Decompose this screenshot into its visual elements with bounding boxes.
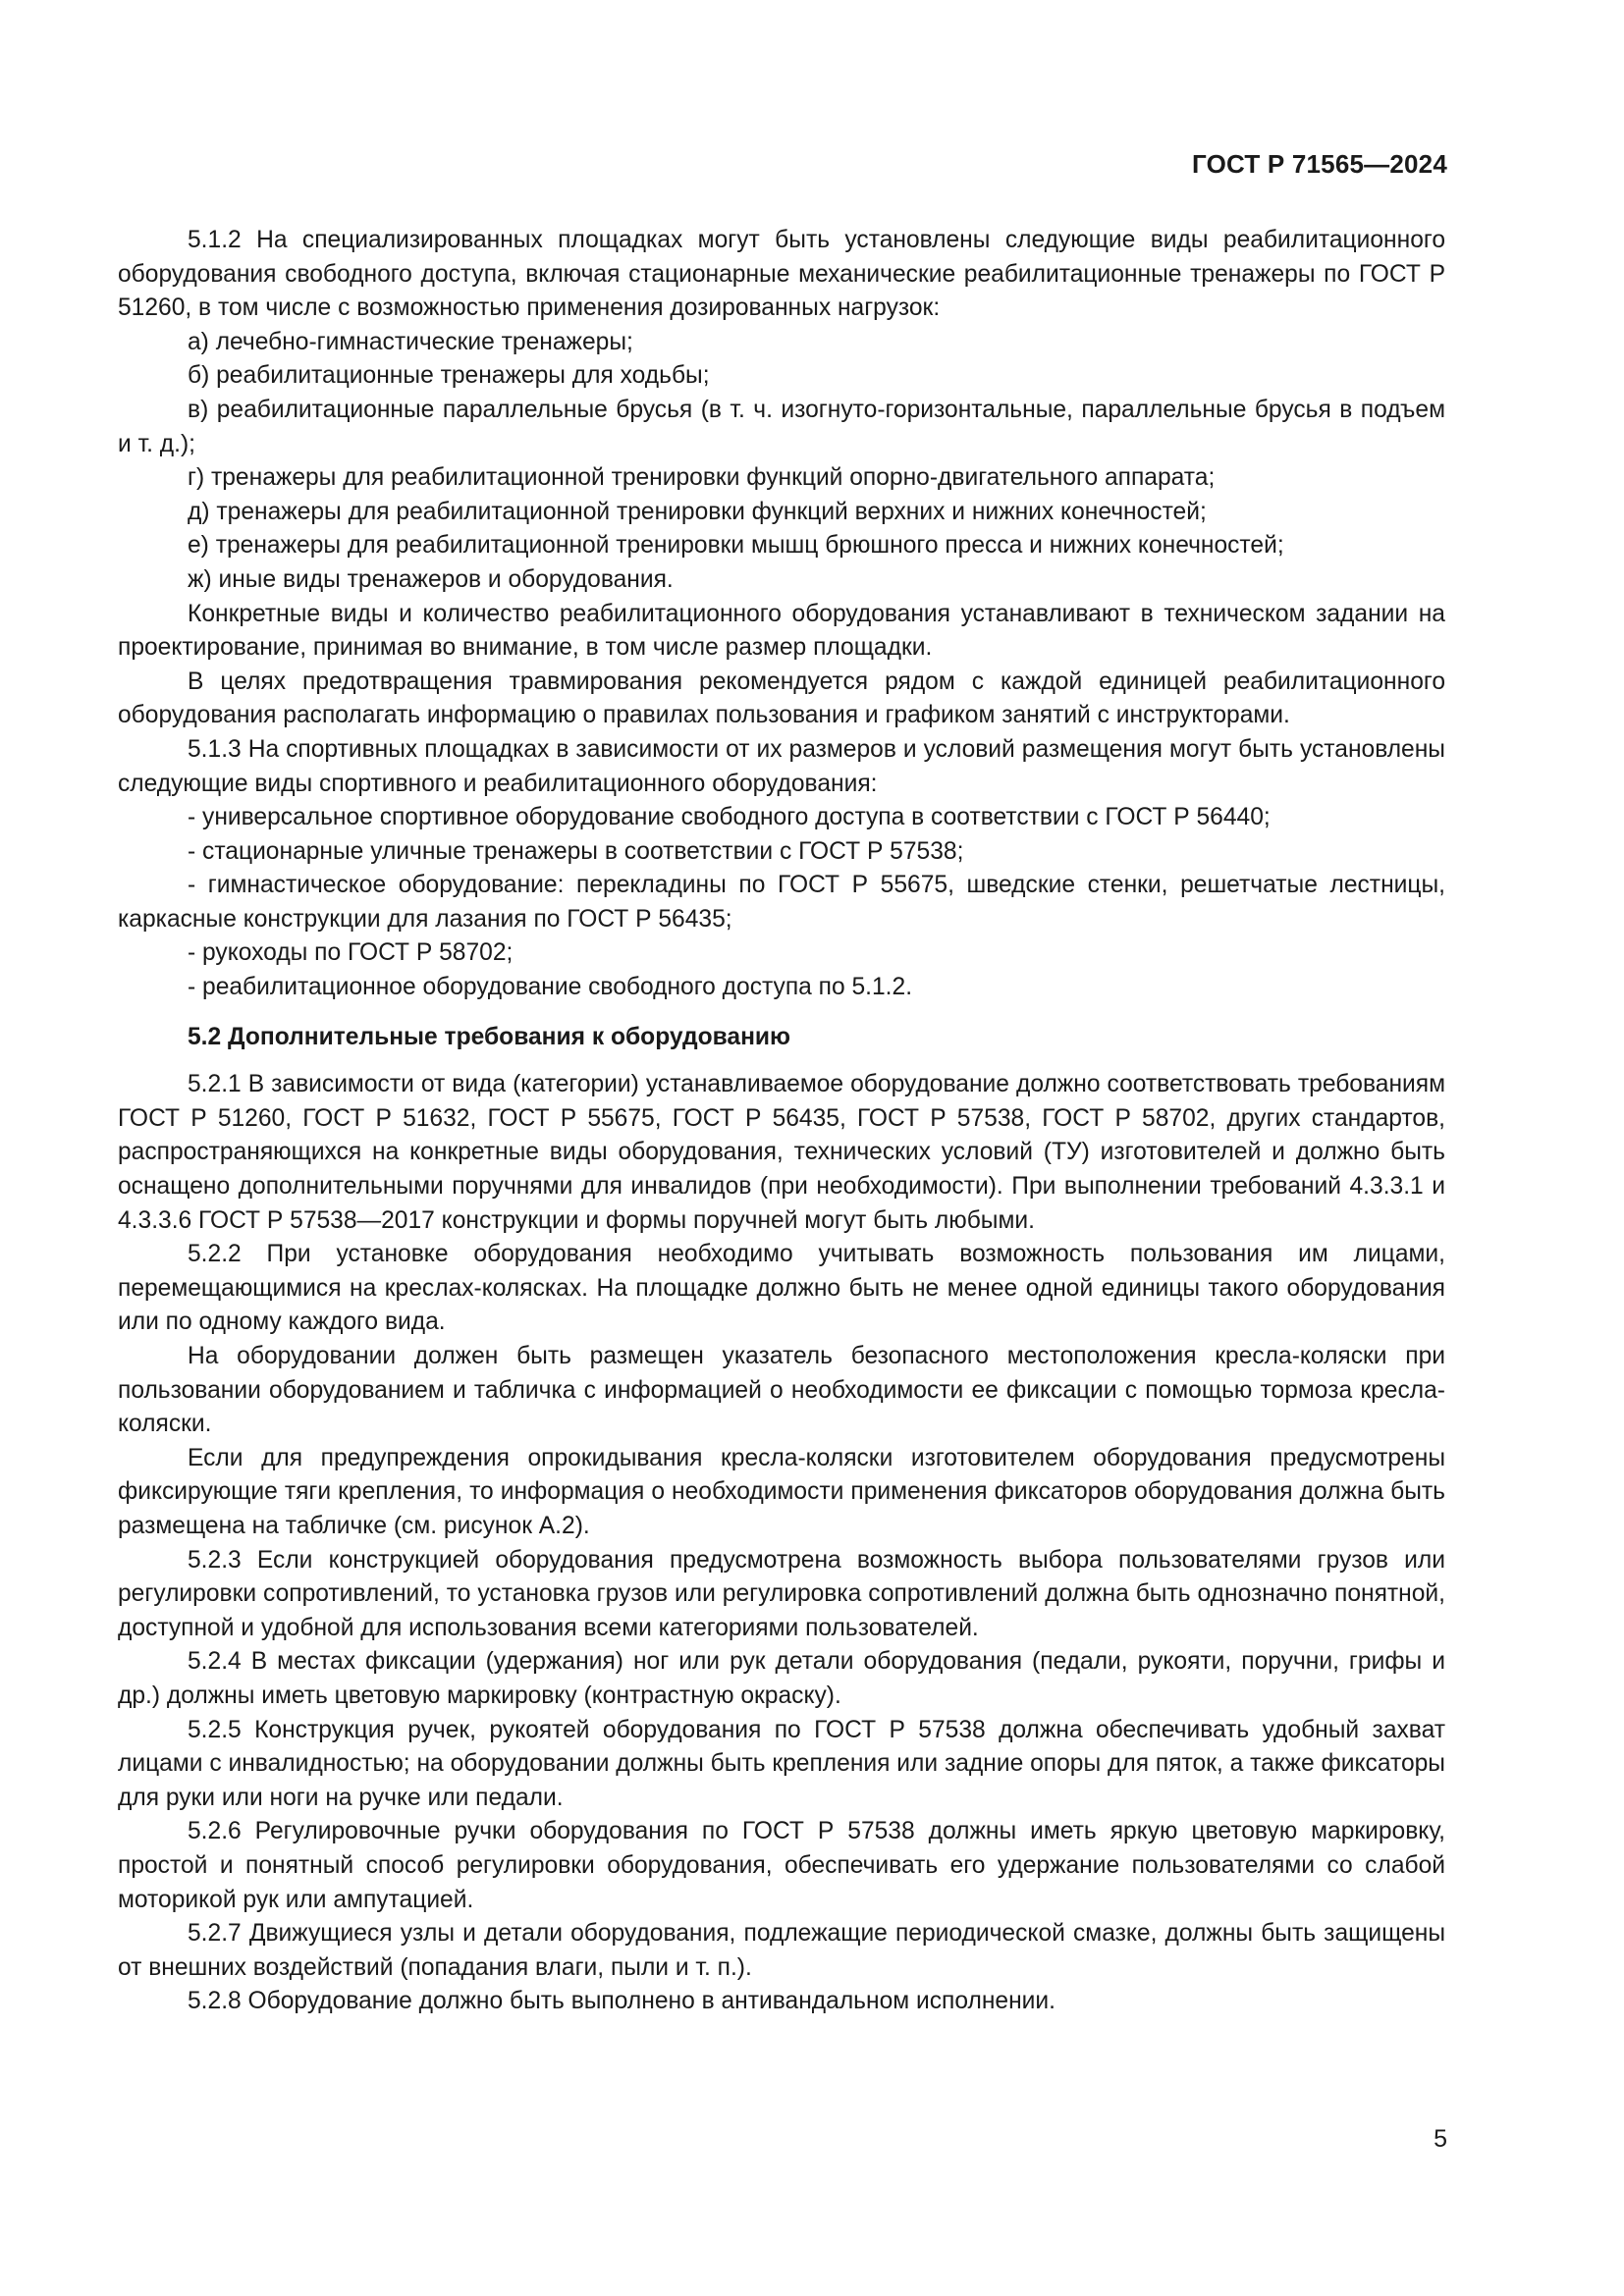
list-item-rehab: - реабилитационное оборудование свободного доступа по 5.1.2. <box>188 974 913 1001</box>
paragraph-5-2-1: 5.2.1 В зависимости от вида (категории) устанавливаемое оборудование должно соответствовать требованиям ГОСТ Р 51260, ГОСТ Р 51632, ГОСТ Р 55675, ГОСТ Р 56435, ГОСТ Р 57538, ГОСТ Р 58702, других стандартов, распространяющихся на конкретные виды оборудования, технических условий (ТУ) изготовителей и должно быть оснащено дополнительными поручнями для инвалидов (при необходимости). При выполнении требований 4.3.3.1 и 4.3.3.6 ГОСТ Р 57538—2017 конструкции и формы поручней могут быть любыми. <box>118 1071 1445 1234</box>
paragraph-5-2-4: 5.2.4 В местах фиксации (удержания) ног или рук детали оборудования (педали, рукояти, поручни, грифы и др.) должны иметь цветовую маркировку (контрастную окраску). <box>118 1648 1445 1709</box>
paragraph-5-1-2: 5.1.2 На специализированных площадках могут быть установлены следующие виды реабилитационного оборудования свободного доступа, включая стационарные механические реабилитационные тренажеры по ГОСТ Р 51260, в том числе с возможностью применения дозированных нагрузок: <box>118 227 1445 322</box>
paragraph-fixing-rods: Если для предупреждения опрокидывания кресла-коляски изготовителем оборудования предусмотрены фиксирующие тяги крепления, то информация о необходимости применения фиксаторов оборудования должна быть размещена на табличке (см. рисунок А.2). <box>118 1444 1445 1539</box>
paragraph-5-2-3: 5.2.3 Если конструкцией оборудования предусмотрена возможность выбора пользователями грузов или регулировки сопротивлений, то установка грузов или регулировка сопротивлений должна быть однозначно понятной, доступной и удобной для использования всеми категориями пользователей. <box>118 1546 1445 1641</box>
list-item-stationary: - стационарные уличные тренажеры в соответствии с ГОСТ Р 57538; <box>188 837 964 865</box>
list-item-v: в) реабилитационные параллельные брусья (в т. ч. изогнуто-горизонтальные, параллельные брусья в подъем и т. д.); <box>118 396 1445 457</box>
paragraph-5-2-6: 5.2.6 Регулировочные ручки оборудования по ГОСТ Р 57538 должны иметь яркую цветовую маркировку, простой и понятный способ регулировки оборудования, обеспечивать его удержание пользователями со слабой моторикой рук или ампутацией. <box>118 1818 1445 1913</box>
list-item-zh: ж) иные виды тренажеров и оборудования. <box>188 565 674 593</box>
paragraph-injury-prevention: В целях предотвращения травмирования рекомендуется рядом с каждой единицей реабилитационного оборудования располагать информацию о правилах пользования и графиком занятий с инструкторами. <box>118 667 1445 729</box>
list-item-d: д) тренажеры для реабилитационной тренировки функций верхних и нижних конечностей; <box>188 498 1207 525</box>
list-item-monkey-bars: - рукоходы по ГОСТ Р 58702; <box>188 939 514 967</box>
list-item-universal: - универсальное спортивное оборудование свободного доступа в соответствии с ГОСТ Р 56440; <box>188 804 1271 831</box>
section-heading-5-2: 5.2 Дополнительные требования к оборудованию <box>188 1023 791 1050</box>
list-item-a: а) лечебно-гимнастические тренажеры; <box>188 328 633 355</box>
paragraph-5-1-3: 5.1.3 На спортивных площадках в зависимости от их размеров и условий размещения могут быть установлены следующие виды спортивного и реабилитационного оборудования: <box>118 735 1445 797</box>
paragraph-5-2-5: 5.2.5 Конструкция ручек, рукоятей оборудования по ГОСТ Р 57538 должна обеспечивать удобный захват лицами с инвалидностью; на оборудовании должны быть крепления или задние опоры для пяток, а также фиксаторы для руки или ноги на ручке или педали. <box>118 1716 1445 1811</box>
document-header: ГОСТ Р 71565—2024 <box>1192 149 1447 179</box>
list-item-g: г) тренажеры для реабилитационной тренировки функций опорно-двигательного аппарата; <box>188 464 1216 492</box>
list-item-b: б) реабилитационные тренажеры для ходьбы; <box>188 362 710 390</box>
paragraph-wheelchair-indicator: На оборудовании должен быть размещен указатель безопасного местоположения кресла-коляски при пользовании оборудованием и табличка с информацией о необходимости ее фиксации с помощью тормоза кресла-коляски. <box>118 1343 1445 1438</box>
page-number: 5 <box>1434 2125 1447 2153</box>
paragraph-specific-types: Конкретные виды и количество реабилитационного оборудования устанавливают в техническом задании на проектирование, принимая во внимание, в том числе размер площадки. <box>118 600 1445 662</box>
document-body <box>118 224 1445 2019</box>
paragraph-5-2-7: 5.2.7 Движущиеся узлы и детали оборудования, подлежащие периодической смазке, должны быть защищены от внешних воздействий (попадания влаги, пыли и т. п.). <box>118 1920 1445 1981</box>
paragraph-5-2-8: 5.2.8 Оборудование должно быть выполнено в антивандальном исполнении. <box>188 1988 1056 2015</box>
list-item-e: е) тренажеры для реабилитационной тренировки мышц брюшного пресса и нижних конечностей; <box>188 532 1284 560</box>
paragraph-5-2-2: 5.2.2 При установке оборудования необходимо учитывать возможность пользования им лицами, перемещающимися на креслах-колясках. На площадке должно быть не менее одной единицы такого оборудования или по одному каждого вида. <box>118 1241 1445 1336</box>
list-item-gymnastic: - гимнастическое оборудование: перекладины по ГОСТ Р 55675, шведские стенки, решетчатые лестницы, каркасные конструкции для лазания по ГОСТ Р 56435; <box>118 872 1445 933</box>
